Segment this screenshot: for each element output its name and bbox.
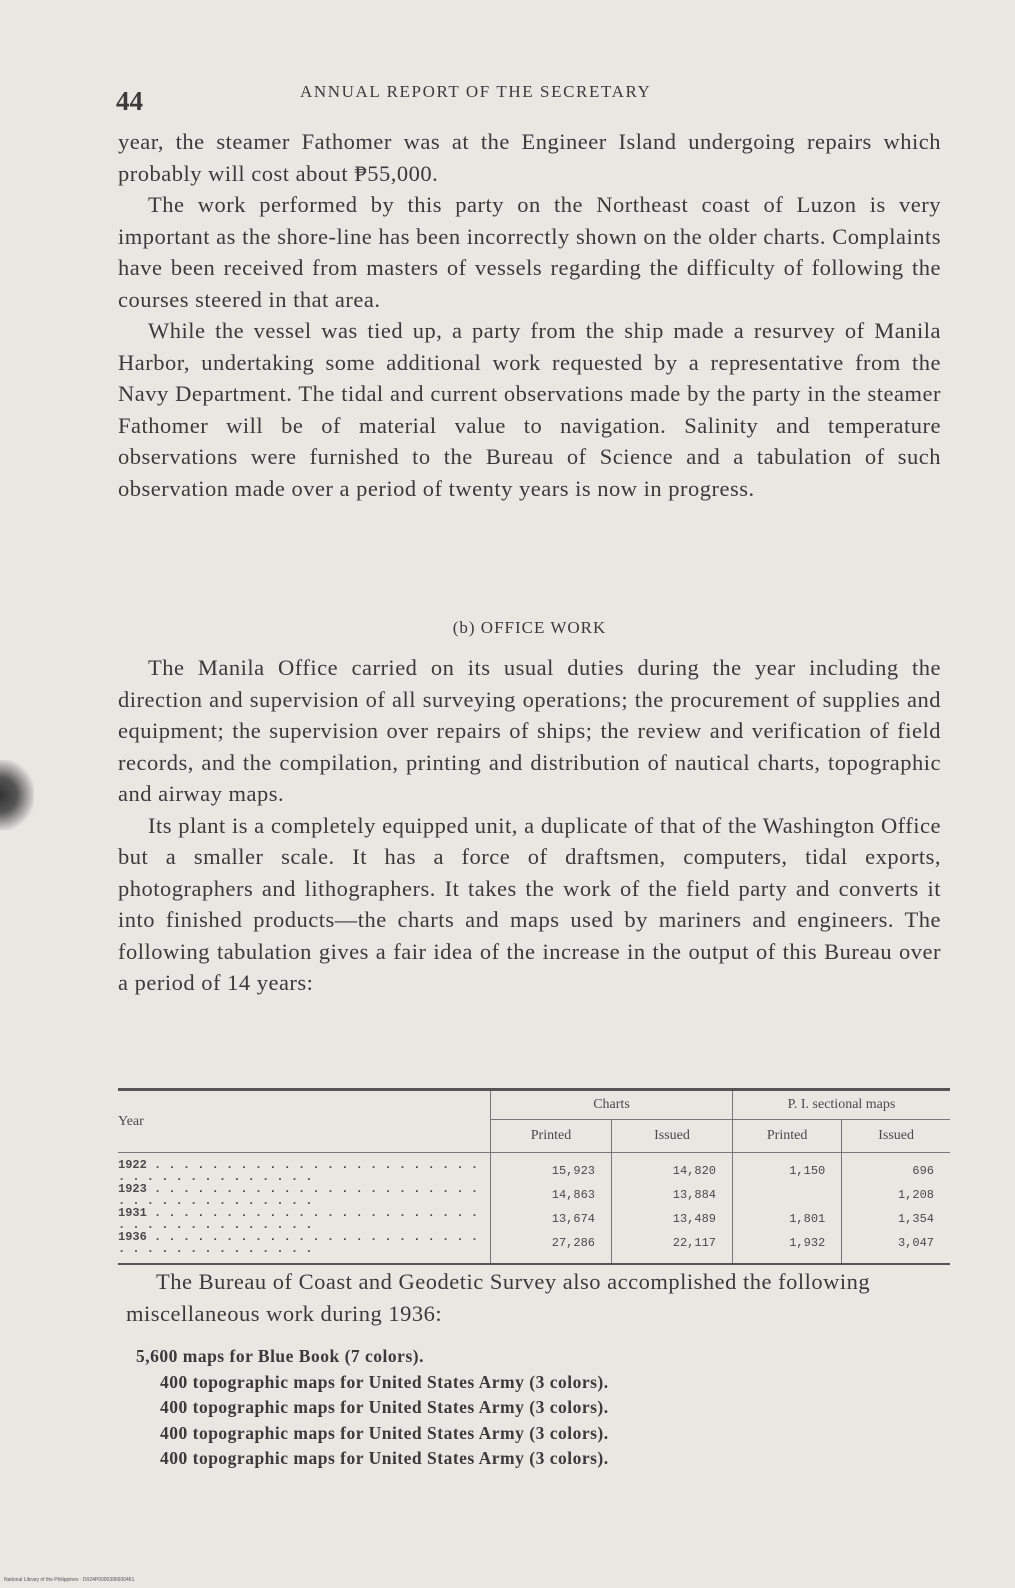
cell: 13,674 bbox=[491, 1207, 612, 1231]
scan-footer: National Library of the Philippines · D024P0000396600461 bbox=[4, 1577, 135, 1583]
cell: 14,820 bbox=[612, 1153, 733, 1184]
cell: 27,286 bbox=[491, 1231, 612, 1264]
cell: 1,801 bbox=[733, 1207, 842, 1231]
year-header: Year bbox=[118, 1113, 144, 1129]
cell bbox=[733, 1183, 842, 1207]
table-row: 1923 . . . . . . . . . . . . . . . . . . . . . . . . . . . . . . . . . . . . . 14,863 13,884 1,208 bbox=[118, 1183, 950, 1207]
table-row: 1922 . . . . . . . . . . . . . . . . . . . . . . . . . . . . . . . . . . . . . 15,923 14,820 1,150 696 bbox=[118, 1153, 950, 1184]
charts-printed-header: Printed bbox=[491, 1120, 612, 1153]
cell: 14,863 bbox=[491, 1183, 612, 1207]
running-title: ANNUAL REPORT OF THE SECRETARY bbox=[300, 82, 652, 101]
table-row: 1936 . . . . . . . . . . . . . . . . . . . . . . . . . . . . . . . . . . . . . 27,286 22,117 1,932 3,047 bbox=[118, 1231, 950, 1264]
paragraph: The work performed by this party on the Northeast coast of Luzon is very important as the shore-line has been incorrectly shown on the older charts. Complaints have been received from masters of vessels regarding the difficulty of following the courses steered in that area. bbox=[118, 192, 941, 312]
list-item: 400 topographic maps for United States Army (3 colors). bbox=[160, 1448, 609, 1468]
list-item: 400 topographic maps for United States Army (3 colors). bbox=[160, 1422, 609, 1443]
cell: 15,923 bbox=[491, 1153, 612, 1184]
cell: 1,932 bbox=[733, 1231, 842, 1264]
cell: 1,208 bbox=[842, 1183, 950, 1207]
list-item: 400 topographic maps for United States Army (3 colors). bbox=[160, 1371, 609, 1392]
cell: 1,354 bbox=[842, 1207, 950, 1231]
maps-header: P. I. sectional maps bbox=[733, 1090, 951, 1120]
cell: 1,150 bbox=[733, 1153, 842, 1184]
output-table bbox=[118, 1088, 950, 1254]
year-cell: 1923 bbox=[118, 1182, 147, 1196]
page-number: 44 bbox=[116, 86, 143, 116]
charts-issued-header: Issued bbox=[612, 1120, 733, 1153]
office-work-text bbox=[118, 652, 941, 999]
cell: 22,117 bbox=[612, 1231, 733, 1264]
section-heading: (b) OFFICE WORK bbox=[452, 618, 607, 637]
cell: 13,884 bbox=[612, 1183, 733, 1207]
paragraph: Its plant is a completely equipped unit, a duplicate of that of the Washington Office but a smaller scale. It has a force of draftsmen, computers, tidal exports, photographers and lithographers. It takes the work of the field party and converts it into finished products—the charts and maps used by mariners and engineers. The following tabulation gives a fair idea of the increase in the output of this Bureau over a period of 14 years: bbox=[118, 812, 941, 995]
charts-header: Charts bbox=[491, 1090, 733, 1120]
maps-printed-header: Printed bbox=[733, 1120, 842, 1153]
body-text-top bbox=[118, 126, 941, 504]
year-cell: 1936 bbox=[118, 1230, 147, 1244]
cell: 696 bbox=[842, 1153, 950, 1184]
paragraph: While the vessel was tied up, a party from the ship made a resurvey of Manila Harbor, undertaking some additional work requested by a representative from the Navy Department. The tidal and current observations made by the party in the steamer Fathomer will be of material value to navigation. Salinity and temperature observations were furnished to the Bureau of Science and a tabulation of such observation made over a period of twenty years is now in progress. bbox=[118, 318, 941, 501]
year-cell: 1931 bbox=[118, 1206, 147, 1220]
bureau-text bbox=[126, 1266, 941, 1329]
paragraph: year, the steamer Fathomer was at the Engineer Island undergoing repairs which probably will cost about ₱55,000. bbox=[118, 129, 941, 186]
cell: 3,047 bbox=[842, 1231, 950, 1264]
scan-thumb-shadow bbox=[0, 760, 34, 830]
misc-work-list bbox=[136, 1344, 896, 1472]
table-row: 1931 . . . . . . . . . . . . . . . . . . . . . . . . . . . . . . . . . . . . . 13,674 13,489 1,801 1,354 bbox=[118, 1207, 950, 1231]
paragraph: The Bureau of Coast and Geodetic Survey also accomplished the following miscellaneous work during 1936: bbox=[126, 1269, 871, 1326]
page-header bbox=[112, 78, 942, 118]
year-cell: 1922 bbox=[118, 1158, 147, 1172]
list-item: 400 topographic maps for United States Army (3 colors). bbox=[160, 1397, 609, 1417]
list-item: 5,600 maps for Blue Book (7 colors). bbox=[136, 1346, 424, 1366]
cell: 13,489 bbox=[612, 1207, 733, 1231]
paragraph: The Manila Office carried on its usual duties during the year including the direction and supervision of all surveying operations; the procurement of supplies and equipment; the supervision over repairs of ships; the review and verification of field records, and the compilation, printing and distribution of nautical charts, topographic and airway maps. bbox=[118, 655, 941, 806]
maps-issued-header: Issued bbox=[842, 1120, 950, 1153]
